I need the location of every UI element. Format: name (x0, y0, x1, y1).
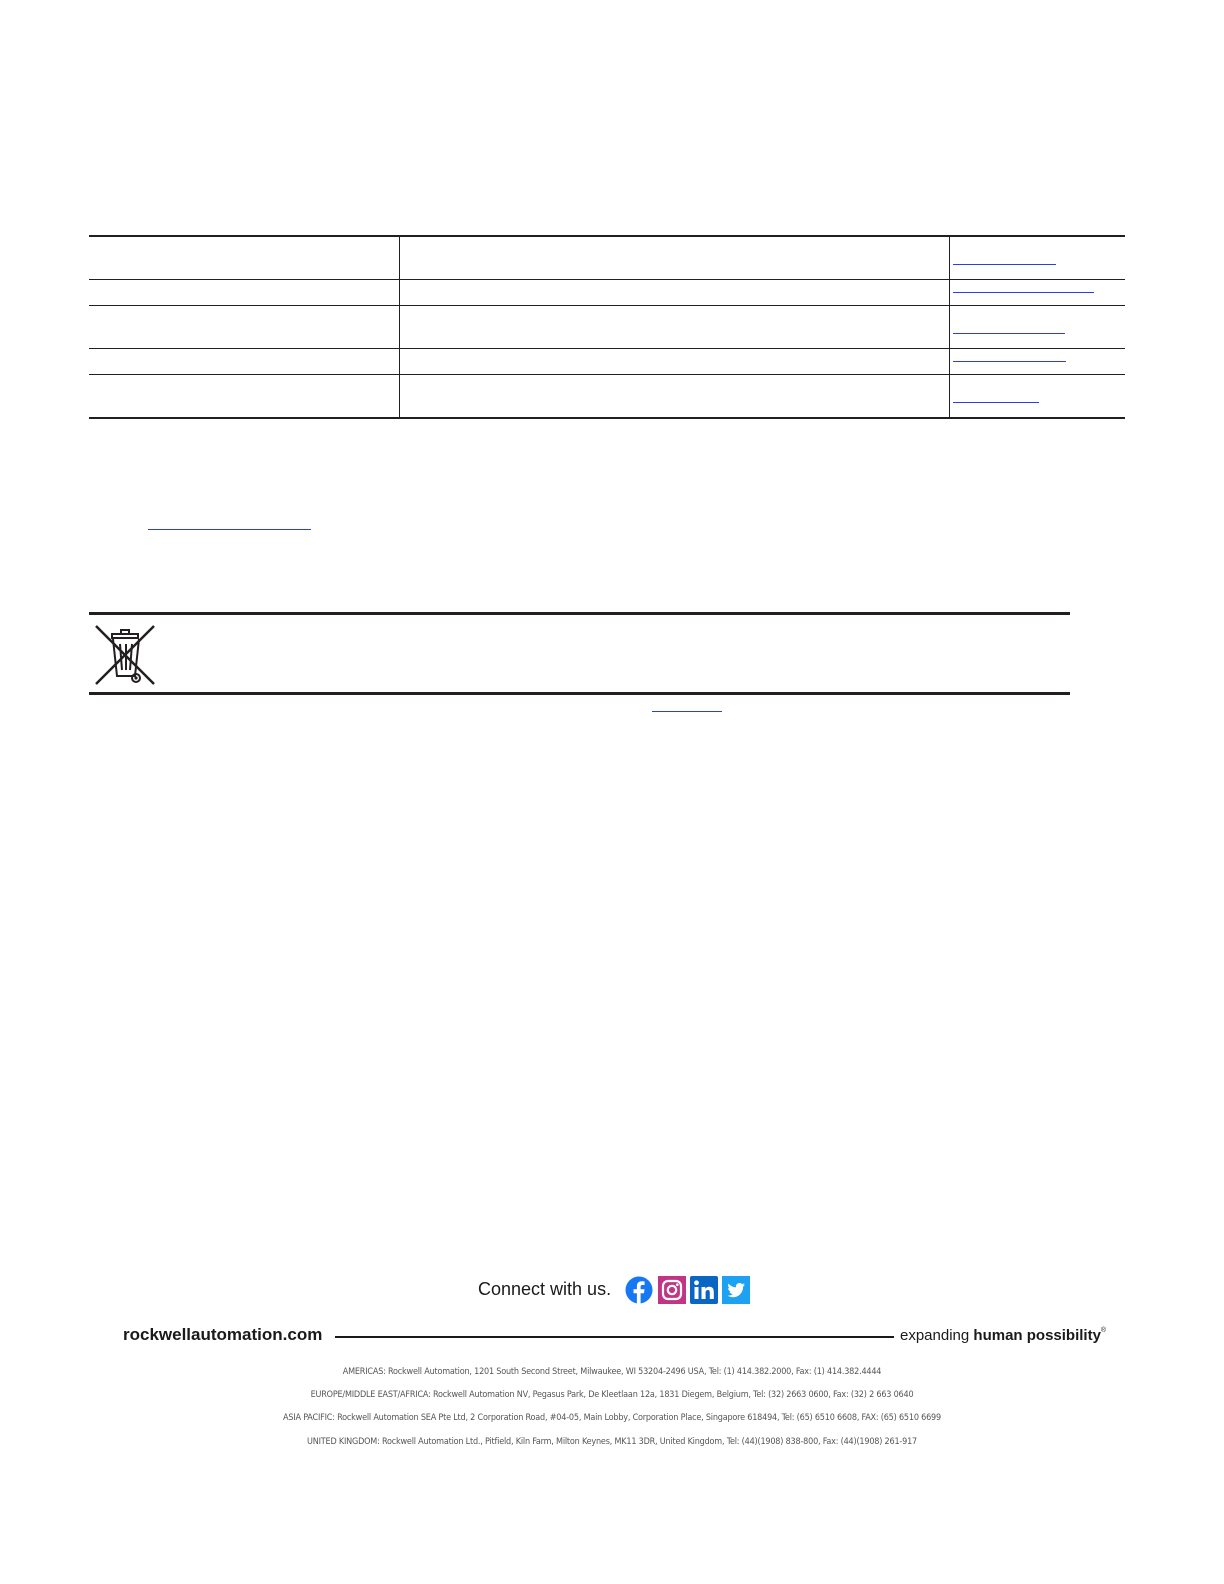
table-row (89, 236, 1125, 280)
resource-cell (89, 306, 400, 349)
registered-mark: ® (1100, 1327, 1107, 1334)
table-row (89, 349, 1125, 375)
linkedin-icon[interactable] (690, 1276, 718, 1304)
resource-link[interactable] (953, 264, 1056, 265)
resource-link[interactable] (953, 361, 1066, 362)
table-row (89, 375, 1125, 419)
resources-table (89, 235, 1125, 419)
tagline (900, 1327, 1106, 1344)
resource-cell (89, 375, 400, 419)
table-row (89, 280, 1125, 306)
resource-link[interactable] (953, 333, 1065, 334)
description-cell (400, 349, 950, 375)
weee-notice (89, 612, 1070, 695)
address-americas: AMERICAS: Rockwell Automation, 1201 South Second Street, Milwaukee, WI 53204-2496 USA, Tel: (1) 414.382.2000, Fax: (1) 414.382.4444 (342, 1367, 882, 1377)
address-emea: EUROPE/MIDDLE EAST/AFRICA: Rockwell Automation NV, Pegasus Park, De Kleetlaan 12a, 1831 Diegem, Belgium, Tel: (32) 2663 0600, Fax: (32) 2 663 0640 (310, 1390, 914, 1400)
social-connect (0, 1276, 1224, 1306)
instagram-icon[interactable] (658, 1276, 686, 1304)
website-link[interactable]: rockwellautomation.com (123, 1325, 323, 1344)
link-cell (950, 306, 1126, 349)
resource-cell (89, 236, 400, 280)
facebook-icon[interactable] (625, 1276, 653, 1304)
tagline-bold: human possibility (973, 1327, 1101, 1344)
tagline-prefix: expanding (900, 1327, 974, 1344)
address-united-kingdom: UNITED KINGDOM: Rockwell Automation Ltd., Pitfield, Kiln Farm, Milton Keynes, MK11 3DR, United Kingdom, Tel: (44)(1908) 838-800, Fax: (44)(1908) 261-917 (307, 1437, 917, 1447)
description-cell (400, 280, 950, 306)
table-row (89, 306, 1125, 349)
literature-library-link[interactable] (148, 529, 311, 530)
footer-brand-row (0, 1324, 1224, 1348)
description-cell (400, 306, 950, 349)
resource-link[interactable] (953, 402, 1039, 403)
resource-link[interactable] (953, 292, 1094, 293)
address-asia-pacific: ASIA PACIFIC: Rockwell Automation SEA Pte Ltd, 2 Corporation Road, #04-05, Main Lobby, Corporation Place, Singapore 618494, Tel: (65) 6510 6608, FAX: (65) 6510 6699 (283, 1413, 941, 1423)
link-cell (950, 236, 1126, 280)
link-cell (950, 349, 1126, 375)
description-cell (400, 375, 950, 419)
footer-divider (335, 1336, 894, 1338)
twitter-icon[interactable] (722, 1276, 750, 1304)
reference-link[interactable] (652, 711, 722, 712)
resource-cell (89, 349, 400, 375)
crossed-out-wheelie-bin-icon (94, 624, 156, 686)
resource-cell (89, 280, 400, 306)
link-cell (950, 280, 1126, 306)
description-cell (400, 236, 950, 280)
link-cell (950, 375, 1126, 419)
connect-label: Connect with us. (478, 1279, 612, 1299)
